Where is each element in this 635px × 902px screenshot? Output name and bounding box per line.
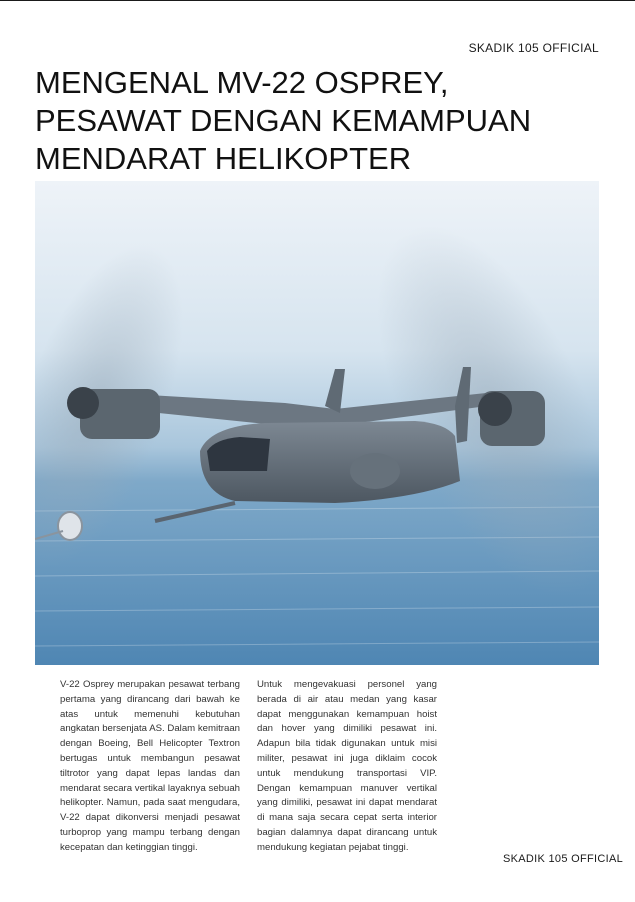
article-column-2 xyxy=(257,678,437,856)
top-rule xyxy=(0,0,635,1)
brand-footer: SKADIK 105 OFFICIAL xyxy=(503,853,624,865)
column-2-text: Untuk mengevakuasi personel yang berada di air atau medan yang kasar dapat menggunakan kemampuan hoist dan hover yang dimiliki pesawat ini. Adapun bila tidak digunakan untuk misi militer, pesawat ini juga diklaim cocok untuk mendukung transportasi VIP. Dengan kemampuan manuver vertikal yang dimiliki, pesawat ini dapat mendarat di mana saja secara cepat serta interior bagian dalamnya dapat dirancang untuk mendukung kegiatan pejabat tinggi. xyxy=(257,679,437,853)
article-title xyxy=(35,64,605,178)
brand-header: SKADIK 105 OFFICIAL xyxy=(468,41,599,55)
osprey-aircraft-photo xyxy=(35,181,599,665)
column-1-text: V-22 Osprey merupakan pesawat terbang pertama yang dirancang dari bawah ke atas untuk memenuhi kebutuhan angkatan bersenjata AS. Dalam kemitraan dengan Boeing, Bell Helicopter Textron bertugas untuk membangun pesawat tiltrotor yang dapat lepas landas dan mendarat secara vertikal layaknya sebuah helikopter. Namun, pada saat mengudara, V-22 dapat dikonversi menjadi pesawat turboprop yang mampu terbang dengan kecepatan dan ketinggian tinggi. xyxy=(60,679,240,853)
title-line-2: PESAWAT DENGAN KEMAMPUAN xyxy=(35,103,532,138)
article-column-1 xyxy=(60,678,240,856)
title-line-1: MENGENAL MV-22 OSPREY, xyxy=(35,65,449,100)
title-line-3: MENDARAT HELIKOPTER xyxy=(35,141,412,176)
